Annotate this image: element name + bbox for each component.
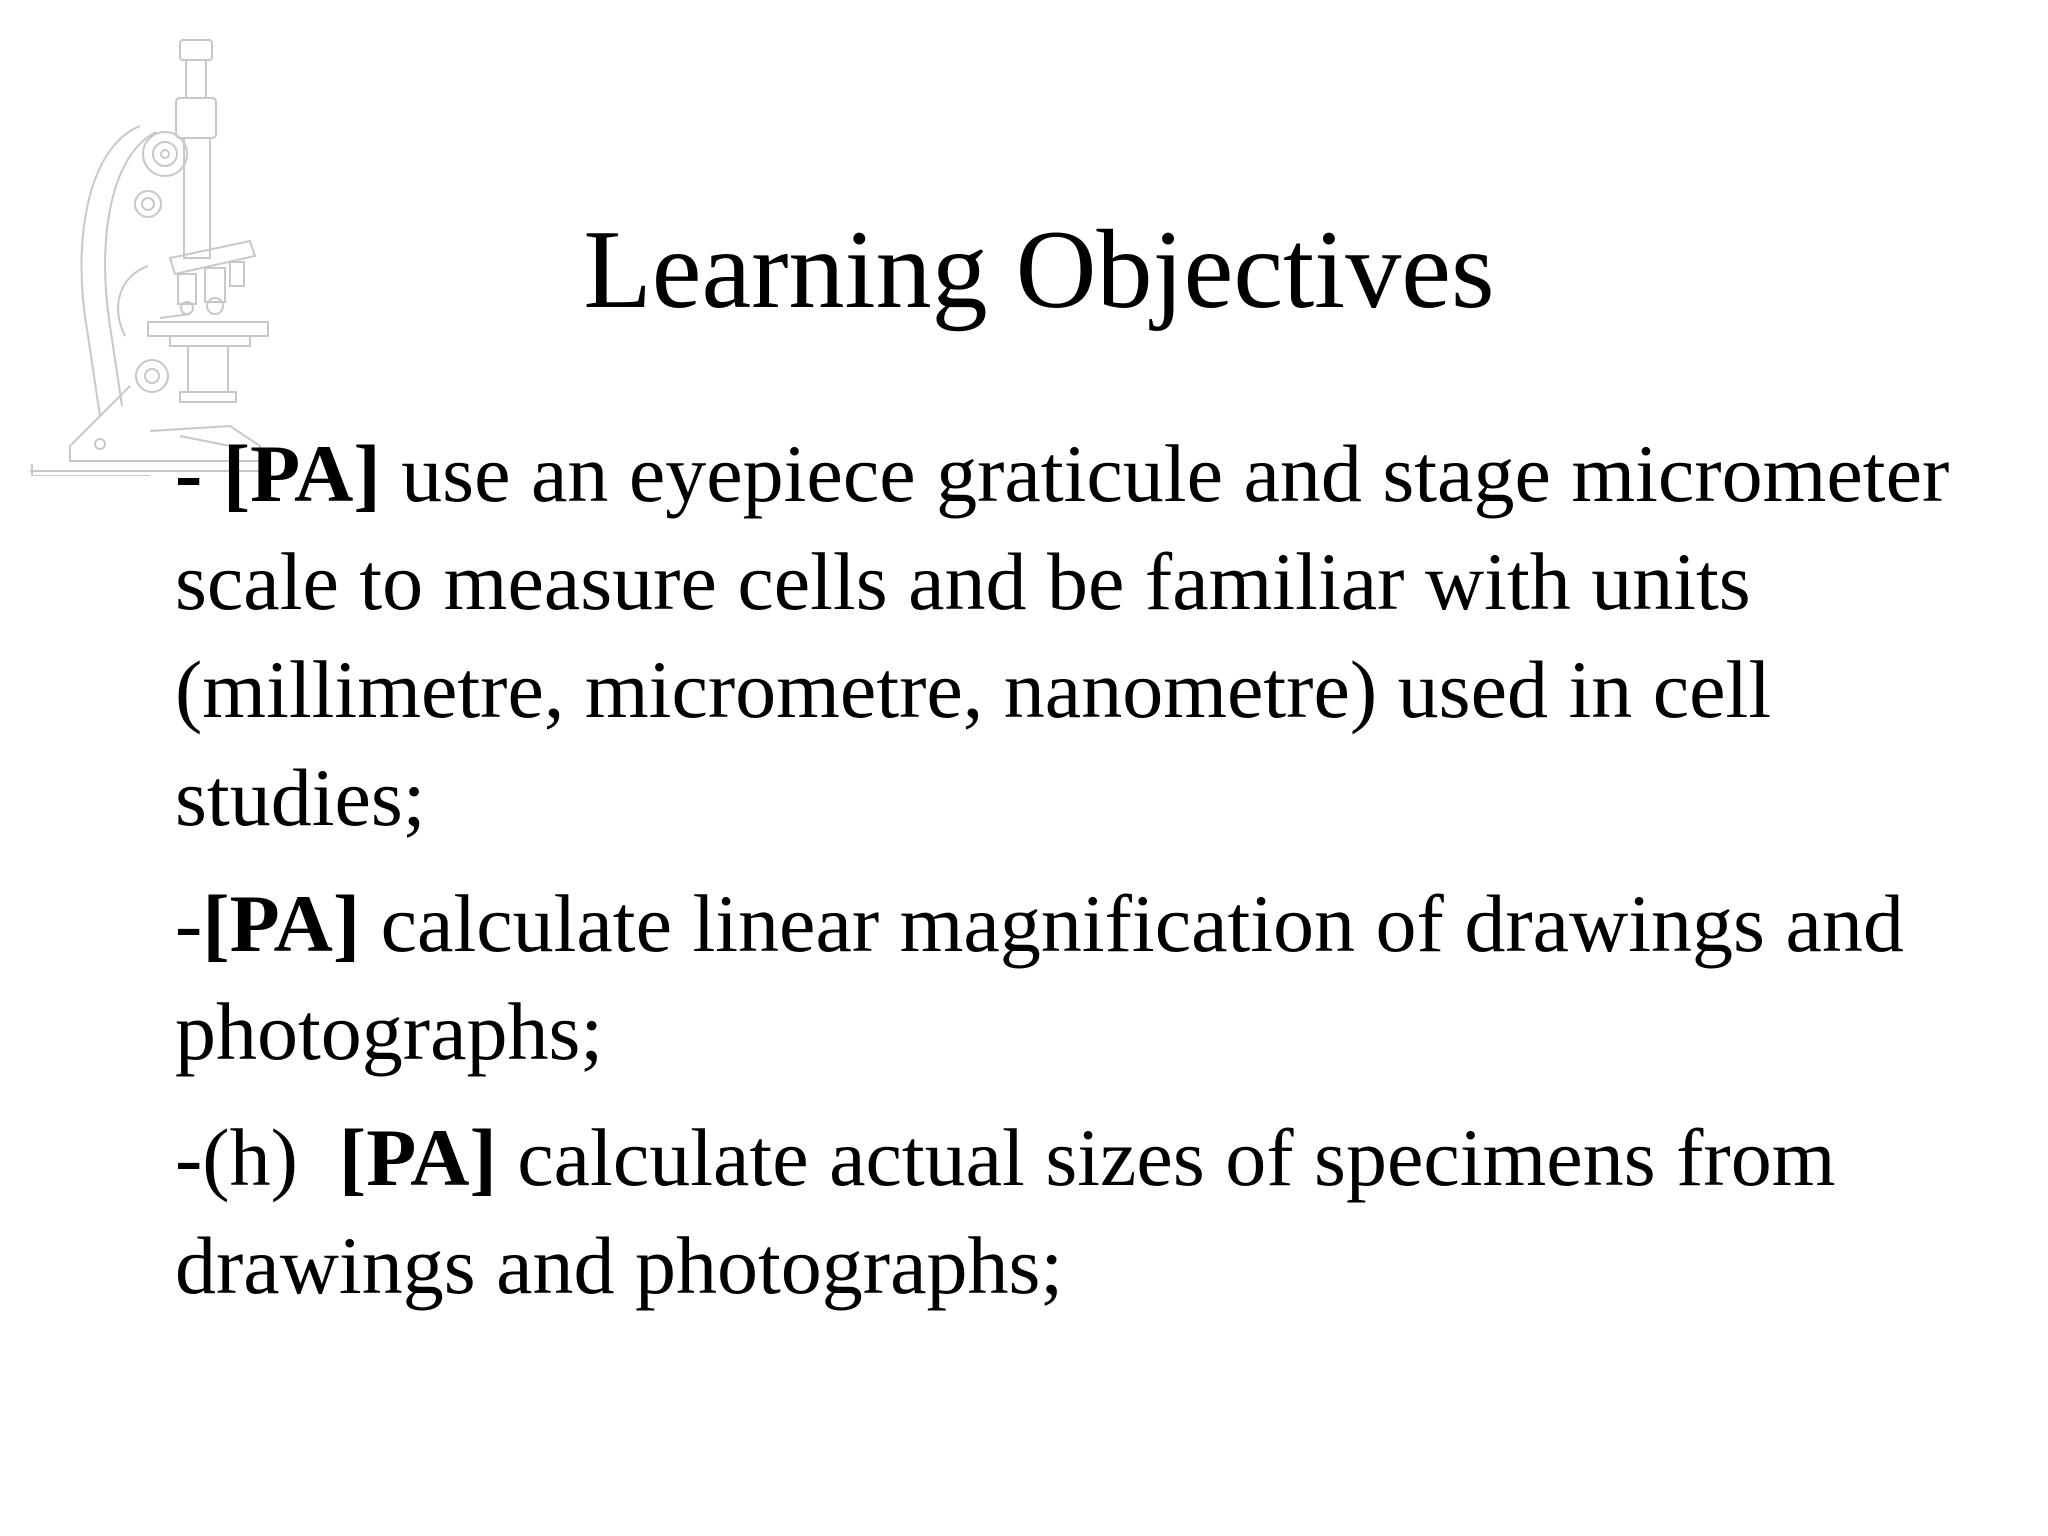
slide-title: Learning Objectives xyxy=(583,208,1495,332)
objective-tag: [PA] xyxy=(222,428,381,519)
objective-item-1 xyxy=(175,420,1975,852)
objective-tag: [PA] xyxy=(202,878,361,969)
objective-item-2 xyxy=(175,870,1975,1086)
objective-tag: [PA] xyxy=(338,1112,497,1203)
objective-item-3 xyxy=(175,1104,1975,1320)
objective-text: calculate linear magnification of drawings and photographs; xyxy=(175,878,1904,1077)
objectives-list xyxy=(175,420,1975,1338)
objective-prefix: - xyxy=(175,428,223,519)
objective-text: calculate actual sizes of specimens from drawings and photographs; xyxy=(175,1112,1836,1311)
objective-text: use an eyepiece graticule and stage micrometer scale to measure cells and be familiar with units (millimetre, micrometre, nanometre) used in cell studies; xyxy=(175,428,1950,843)
objective-prefix: -(h) xyxy=(175,1112,339,1203)
objective-prefix: - xyxy=(175,878,203,969)
